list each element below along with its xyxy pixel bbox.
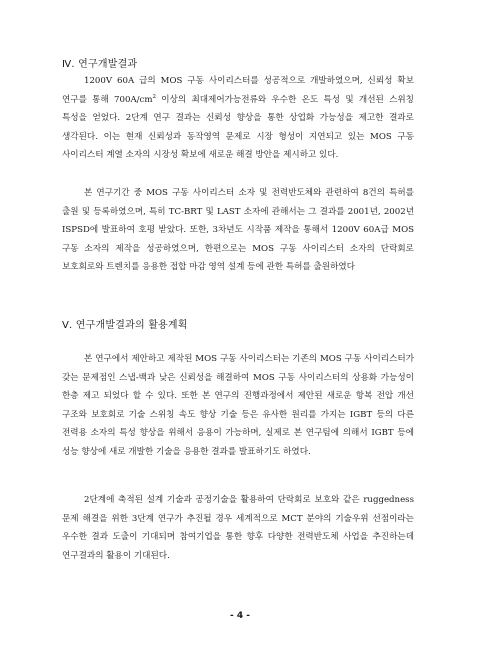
paragraph-text: 1200V 60A 급의 MOS 구동 사이리스터를 성공적으로 개발하였으며, 신뢰성 확보 연구를 통해 700A/cm <box>62 76 414 105</box>
paragraph: 본 연구기간 중 MOS 구동 사이리스터 소자 및 전력반도체와 관련하여 8건의 특허를 출원 및 등록하였으며, 특히 TC-BRT 및 LAST 소자에 관해서는 그 결과를 2001년, 2002년 ISPSD에 발표하여 호평 받았다. 또한, 3차년도 시작품 제작을 통해서 1200V 60A급 MOS 구동 소자의 제작을 성공하였으며, 한편으로는 MOS 구동 사이리스터 소자의 단락회로 보호회로와 트렌치를 응용한 접합 마감 영역 설계 등에 관한 특허를 출원하였다 <box>62 188 414 273</box>
section-heading: Ⅴ. 연구개발결과의 활용계획 <box>62 320 188 331</box>
page-number: - 4 - <box>230 611 250 621</box>
paragraph-text: 이상의 최대제어가능전류와 우수한 온도 특성 및 개선된 스위칭 특성을 얻었다. 2단계 연구 결과는 신뢰성 향상을 통한 상업화 가능성을 제고한 결과로 생각된다. 이는 현재 신뢰성과 동작영역 문제로 시장 형성이 지연되고 있는 MOS 구동 사이리스터 계열 소자의 시장성 확보에 새로운 해결 방안을 제시하고 있다. <box>62 94 414 161</box>
section-heading: Ⅳ. 연구개발결과 <box>62 59 138 70</box>
paragraph <box>62 72 414 165</box>
paragraph: 본 연구에서 제안하고 제작된 MOS 구동 사이리스터는 기존의 MOS 구동 사이리스터가 갖는 문제점인 스냅-백과 낮은 신뢰성을 해결하여 MOS 구동 사이리스터의 상용화 가능성이 한층 제고 되었다 할 수 있다. 또한 본 연구의 진행과정에서 제안된 새로운 항복 전압 개선 구조와 보호회로 기술 스위칭 속도 향상 기술 등은 유사한 원리를 가지는 IGBT 등의 다른 전력용 소자의 특성 향상을 위해서 응용이 가능하며, 실제로 본 연구팀에 의해서 IGBT 등에 성능 향상에 새로 개발한 기술을 응용한 결과를 발표하기도 하였다. <box>62 354 414 457</box>
superscript: 2 <box>152 93 157 100</box>
paragraph: 2단계에 축적된 설계 기술과 공정기술을 활용하여 단락회로 보호와 같은 ruggedness 문제 해결을 위한 3단계 연구가 추진될 경우 세계적으로 MCT 분야의 기술우위 선점이라는 우수한 결과 도출이 기대되며 참여기업을 통한 향후 다양한 전력반도체 사업을 추진하는데 연구결과의 활용이 기대된다. <box>62 495 414 561</box>
